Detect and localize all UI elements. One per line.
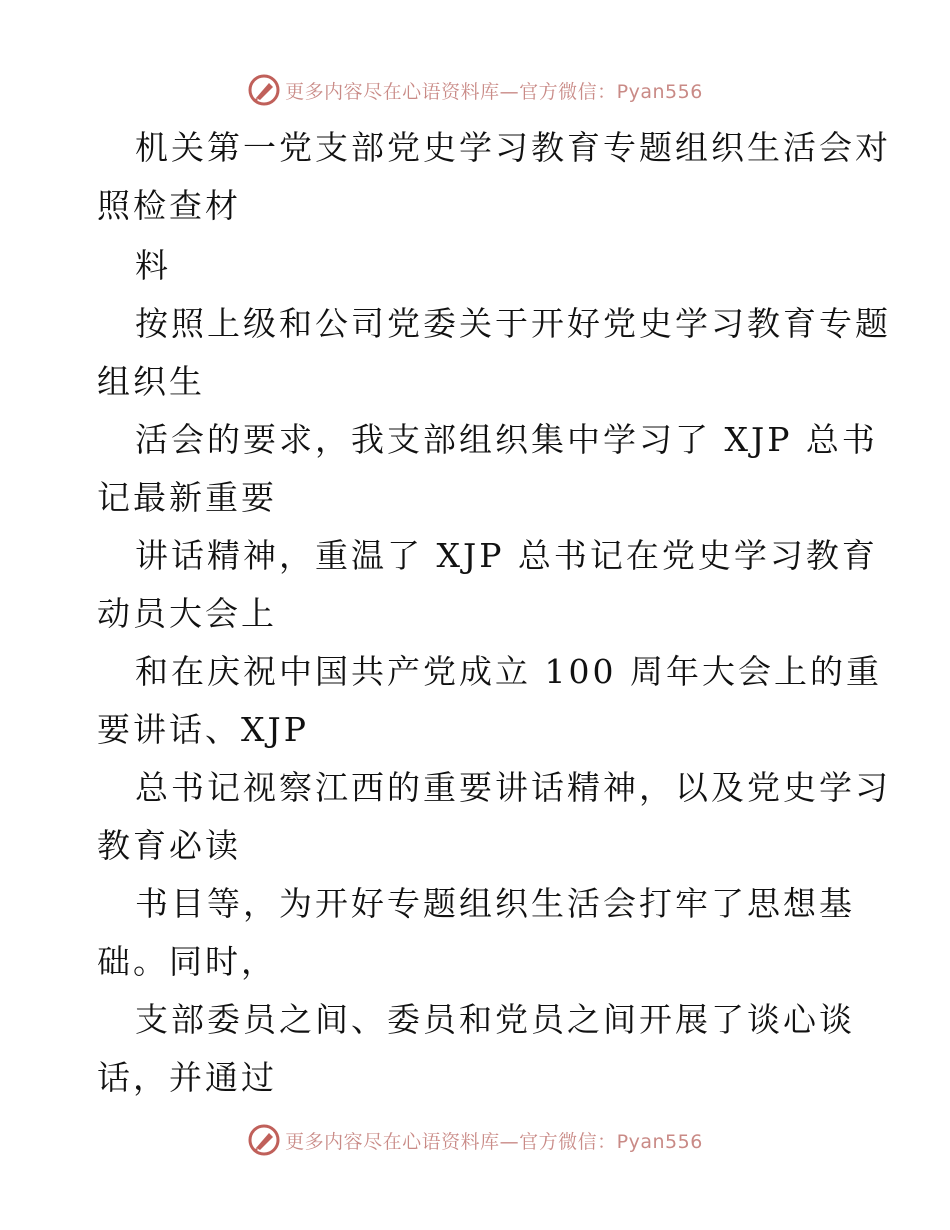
text-line: 要讲话、XJP (97, 710, 309, 749)
text-line: 照检查材 (97, 186, 241, 225)
text-line: 和在庆祝中国共产党成立 100 周年大会上的重 (135, 652, 882, 691)
pen-logo-icon (247, 1123, 281, 1157)
text-line: 记最新重要 (97, 478, 277, 517)
text-line: 讲话精神，重温了 XJP 总书记在党史学习教育 (135, 536, 878, 575)
header-watermark (0, 70, 950, 110)
text-line: 书目等，为开好专题组织生活会打牢了思想基 (135, 884, 855, 923)
text-line: 话，并通过 (97, 1058, 277, 1097)
text-line: 支部委员之间、委员和党员之间开展了谈心谈 (135, 1000, 855, 1039)
text-line: 机关第一党支部党史学习教育专题组织生活会对 (135, 128, 891, 167)
watermark-text: 更多内容尽在心语资料库—官方微信：Pyan556 (285, 80, 703, 103)
footer-watermark (0, 1120, 950, 1160)
text-line: 总书记视察江西的重要讲话精神，以及党史学习 (135, 768, 891, 807)
text-line: 活会的要求，我支部组织集中学习了 XJP 总书 (135, 420, 878, 459)
text-line: 按照上级和公司党委关于开好党史学习教育专题 (135, 304, 891, 343)
watermark-text: 更多内容尽在心语资料库—官方微信：Pyan556 (285, 1130, 703, 1153)
text-line: 础。同时， (97, 942, 277, 981)
text-line: 教育必读 (97, 826, 241, 865)
text-line: 动员大会上 (97, 594, 277, 633)
pen-logo-icon (247, 73, 281, 107)
text-line: 料 (135, 246, 171, 285)
text-line: 组织生 (97, 362, 205, 401)
